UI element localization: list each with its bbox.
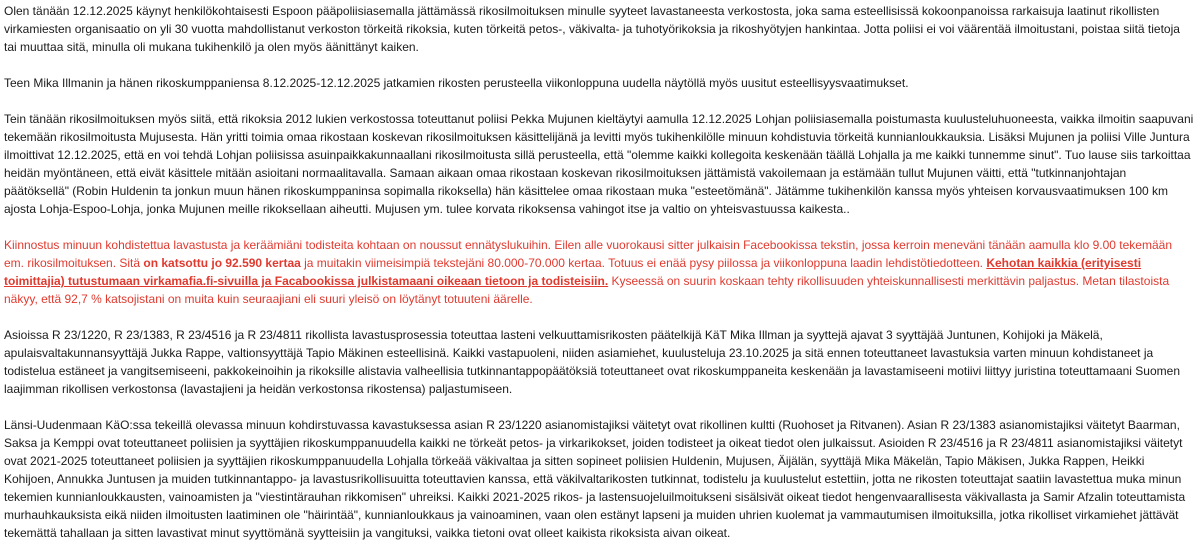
highlight-text-intro: Kiinnostus minuun kohdistettua lavastusta ja keräämiäni todisteita kohtaan on noussut ennätyslukuihin. Eilen alle vuorokausi sitter julkaisin Facebookissa tekstin, jossa kerroin meneväni tänään aamulla klo 9.00 tekemään em. rikosilmoituksen. Sitä [4, 238, 1172, 270]
highlight-view-count: on katsottu jo 92.590 kertaa [143, 256, 301, 270]
highlight-text-middle: ja muitakin viimeisimpiä tekstejäni 80.000-70.000 kertaa. Totuus ei enää pysy piilossa ja viikonloppuna laadin lehdistötiedotteen. [300, 256, 987, 270]
paragraph-lansi-uusimaa-court: Länsi-Uudenmaan KäO:ssa tekeillä olevassa minuun kohdirstuvassa kavastuksessa asian R 23/1220 asianomistajiksi väitetyt ovat rikollinen kultti (Ruohoset ja Ritvanen). Asian R 23/1383 asianomistajiksi väitetyt Baarman, Saksa ja Kemppi ovat toteuttaneet poliisien ja syyttäjien rikoskumppanuudella kaikki ne törkeät petos- ja virkarikokset, joiden todisteet ja oikeat tiedot olen julkaissut. Asioiden R 23/4516 ja R 23/4811 asianomistajiksi väitetyt ovat 2021-2025 toteuttaneet poliisien ja syyttäjien rikoskumppanuudella Lohjalla törkeää väkivaltaa ja sitten sopineet poliisien Huldenin, Mujusen, Äijälän, syyttäjä Mika Mäkelän, Tapio Mäkisen, Jukka Rappen, Heikki Kohijoen, Annukka Juntusen ja muiden tutkinnantappo- ja lavastusrikollisuuitta toteuttavien kanssa, että väkilvaltarikosten tutkinnat, todistelu ja kuulustelut estettiin, jotta ne rikosten toteuttajat saatiin lavastettua muka minun tekemien kunnianloukkausten, vainoamisten ja "viestintärauhan rikkomisen" uhreiksi. Kaikki 2021-2025 rikos- ja lastensuojeluilmoitukseni sisälsivät oikeat tiedot hengenvaarallisesta väkivallasta ja Samir Afzalin toteuttamista murhauhkauksista eikä niiden ilmoitusten laatiminen ole "häirintää", kunnianloukkaus ja vainoaminen, vaan olen estänyt lapseni ja muiden uhrien kuolemat ja vammautumisen ilmoituksilla, jotka rikolliset virkamiehet jättävät tekemättä tahallaan ja sitten lavastivat minut syyttömänä syytteisiin ja vangituksi, vaikka tietoni ovat olleet kaikista rikoksista aivan oikeat. [4, 418, 1186, 540]
paragraph-report-filed: Olen tänään 12.12.2025 käynyt henkilökohtaisesti Espoon pääpoliisiasemalla jättämässä rikosilmoituksen minulle syyteet lavastaneesta verkostosta, joka sama esteellisissä kokoonpanoissa rarkaisuja laatinut rikollisten virkamiesten organisaatio on yli 30 vuotta mahdollistanut verkoston törkeitä rikoksia, kuten törkeitä petos-, väkivalta- ja tuhotyörikoksia ja rikoshyötyjen hankintaa. Jotta poliisi ei voi väärentää ilmoitustani, poistaa siitä tietoja tai muuttaa sitä, minulla oli mukana tukihenkilö ja olen myös äänittänyt kaiken. [4, 4, 1180, 54]
highlight-call-to-action-link[interactable]: Kehotan kaikkia (erityisesti toimittajia) tutustumaan virkamafia.fi-sivuilla ja Facabookissa julkistamaani oikeaan tietoon ja todisteisiin. [4, 256, 1142, 288]
paragraph-highlight-interest [4, 236, 1194, 308]
paragraph-lohja-police: Tein tänään rikosilmoituksen myös siitä, että rikoksia 2012 lukien verkostossa toteuttanut poliisi Pekka Mujunen kieltäytyi aamulla 12.12.2025 Lohjan poliisiasemalla poistumasta kuulusteluhuoneesta, vaikka ilmoitin saapuvani tekemään rikosilmoitusta Mujusesta. Hän yritti toimia omaa rikostaan koskevan rikosilmoituksen käsittelijänä ja levitti myös tukihenkilölle minuun kohdistuvia törkeitä kunnianloukkauksia. Lisäksi Mujunen ja poliisi Ville Juntura ilmoittivat 12.12.2025, että en voi tehdä Lohjan poliisissa asuinpaikkakunnaallani rikosilmoitusta sillä perusteella, että "olemme kaikki kollegoita keskenään täällä Lohjalla ja me kaikki tunnemme sinut". Tuo lause siis tarkoittaa heidän myöntäneen, että eivät käsittele mitään asioitani normaalitavalla. Samaan aikaan omaa rikostaan koskevan rikosilmoituksen jättämistä vakoilemaan ja estämään tullut Mujunen väitti, että "tutkinnanjohtajan päätöksellä" (Robin Huldenin ta jonkun muun hänen rikoskumppaninsa sopimalla rikoksella) hän käsittelee omaa rikostaan muka "esteetömänä". Jätämme tukihenkilön kanssa myös yhteisen korvausvaatimuksen 100 km ajosta Lohja-Espoo-Lohja, jonka Mujunen meille rikoksellaan aiheutti. Mujusen ym. tulee korvata rikoksensa vahingot itse ja valtio on yhteisvastuussa kaikesta.. [4, 112, 1194, 216]
paragraph-disqualification-claims: Teen Mika Illmanin ja hänen rikoskumppaniensa 8.12.2025-12.12.2025 jatkamien rikosten perusteella viikonloppuna uudella näytöllä myös uusitut esteellisyysvaatimukset. [4, 76, 909, 90]
highlight-text-end: Kyseessä on suurin koskaan tehty rikollisuuden yhteiskunnallisesti merkittävin paljastus. Metan tilastoista näkyy, että 92,7 % katsojistani on muita kuin seuraajiani eli suuri yleisö on löytänyt totuuteni äärelle. [4, 274, 1170, 306]
paragraph-case-numbers: Asioissa R 23/1220, R 23/1383, R 23/4516 ja R 23/4811 rikollista lavastusprosessia toteuttaa lasteni velkuuttamisrikosten päätelkijä KäT Mika Illman ja syyttejä ajavat 3 syyttäjää Juntunen, Kohijoki ja Mäkelä, apulaisvaltakunnansyyttäjä Jukka Rappe, valtionsyyttäjä Tapio Mäkinen esteellisinä. Kaikki vastapuoleni, niiden asiamiehet, kuulusteluja 23.10.2025 ja sitä ennen toteuttaneet lavastuksia varten minuun kohdistaneet ja todistelua estäneet ja vangitsemiseeni, pakkokeinoihin ja rikoksille alistavia valheellisia tutkinnantappopäätöksiä toteuttaneet ovat rikoskumppaneita keskenään ja lavastamiseeni motiivi liittyy juristina toteuttamaani Suomen laajimman rikollisen verkostonsa (lavastajieni ja heidän verkostonsa rikostensa) paljastumiseen. [4, 328, 1180, 396]
